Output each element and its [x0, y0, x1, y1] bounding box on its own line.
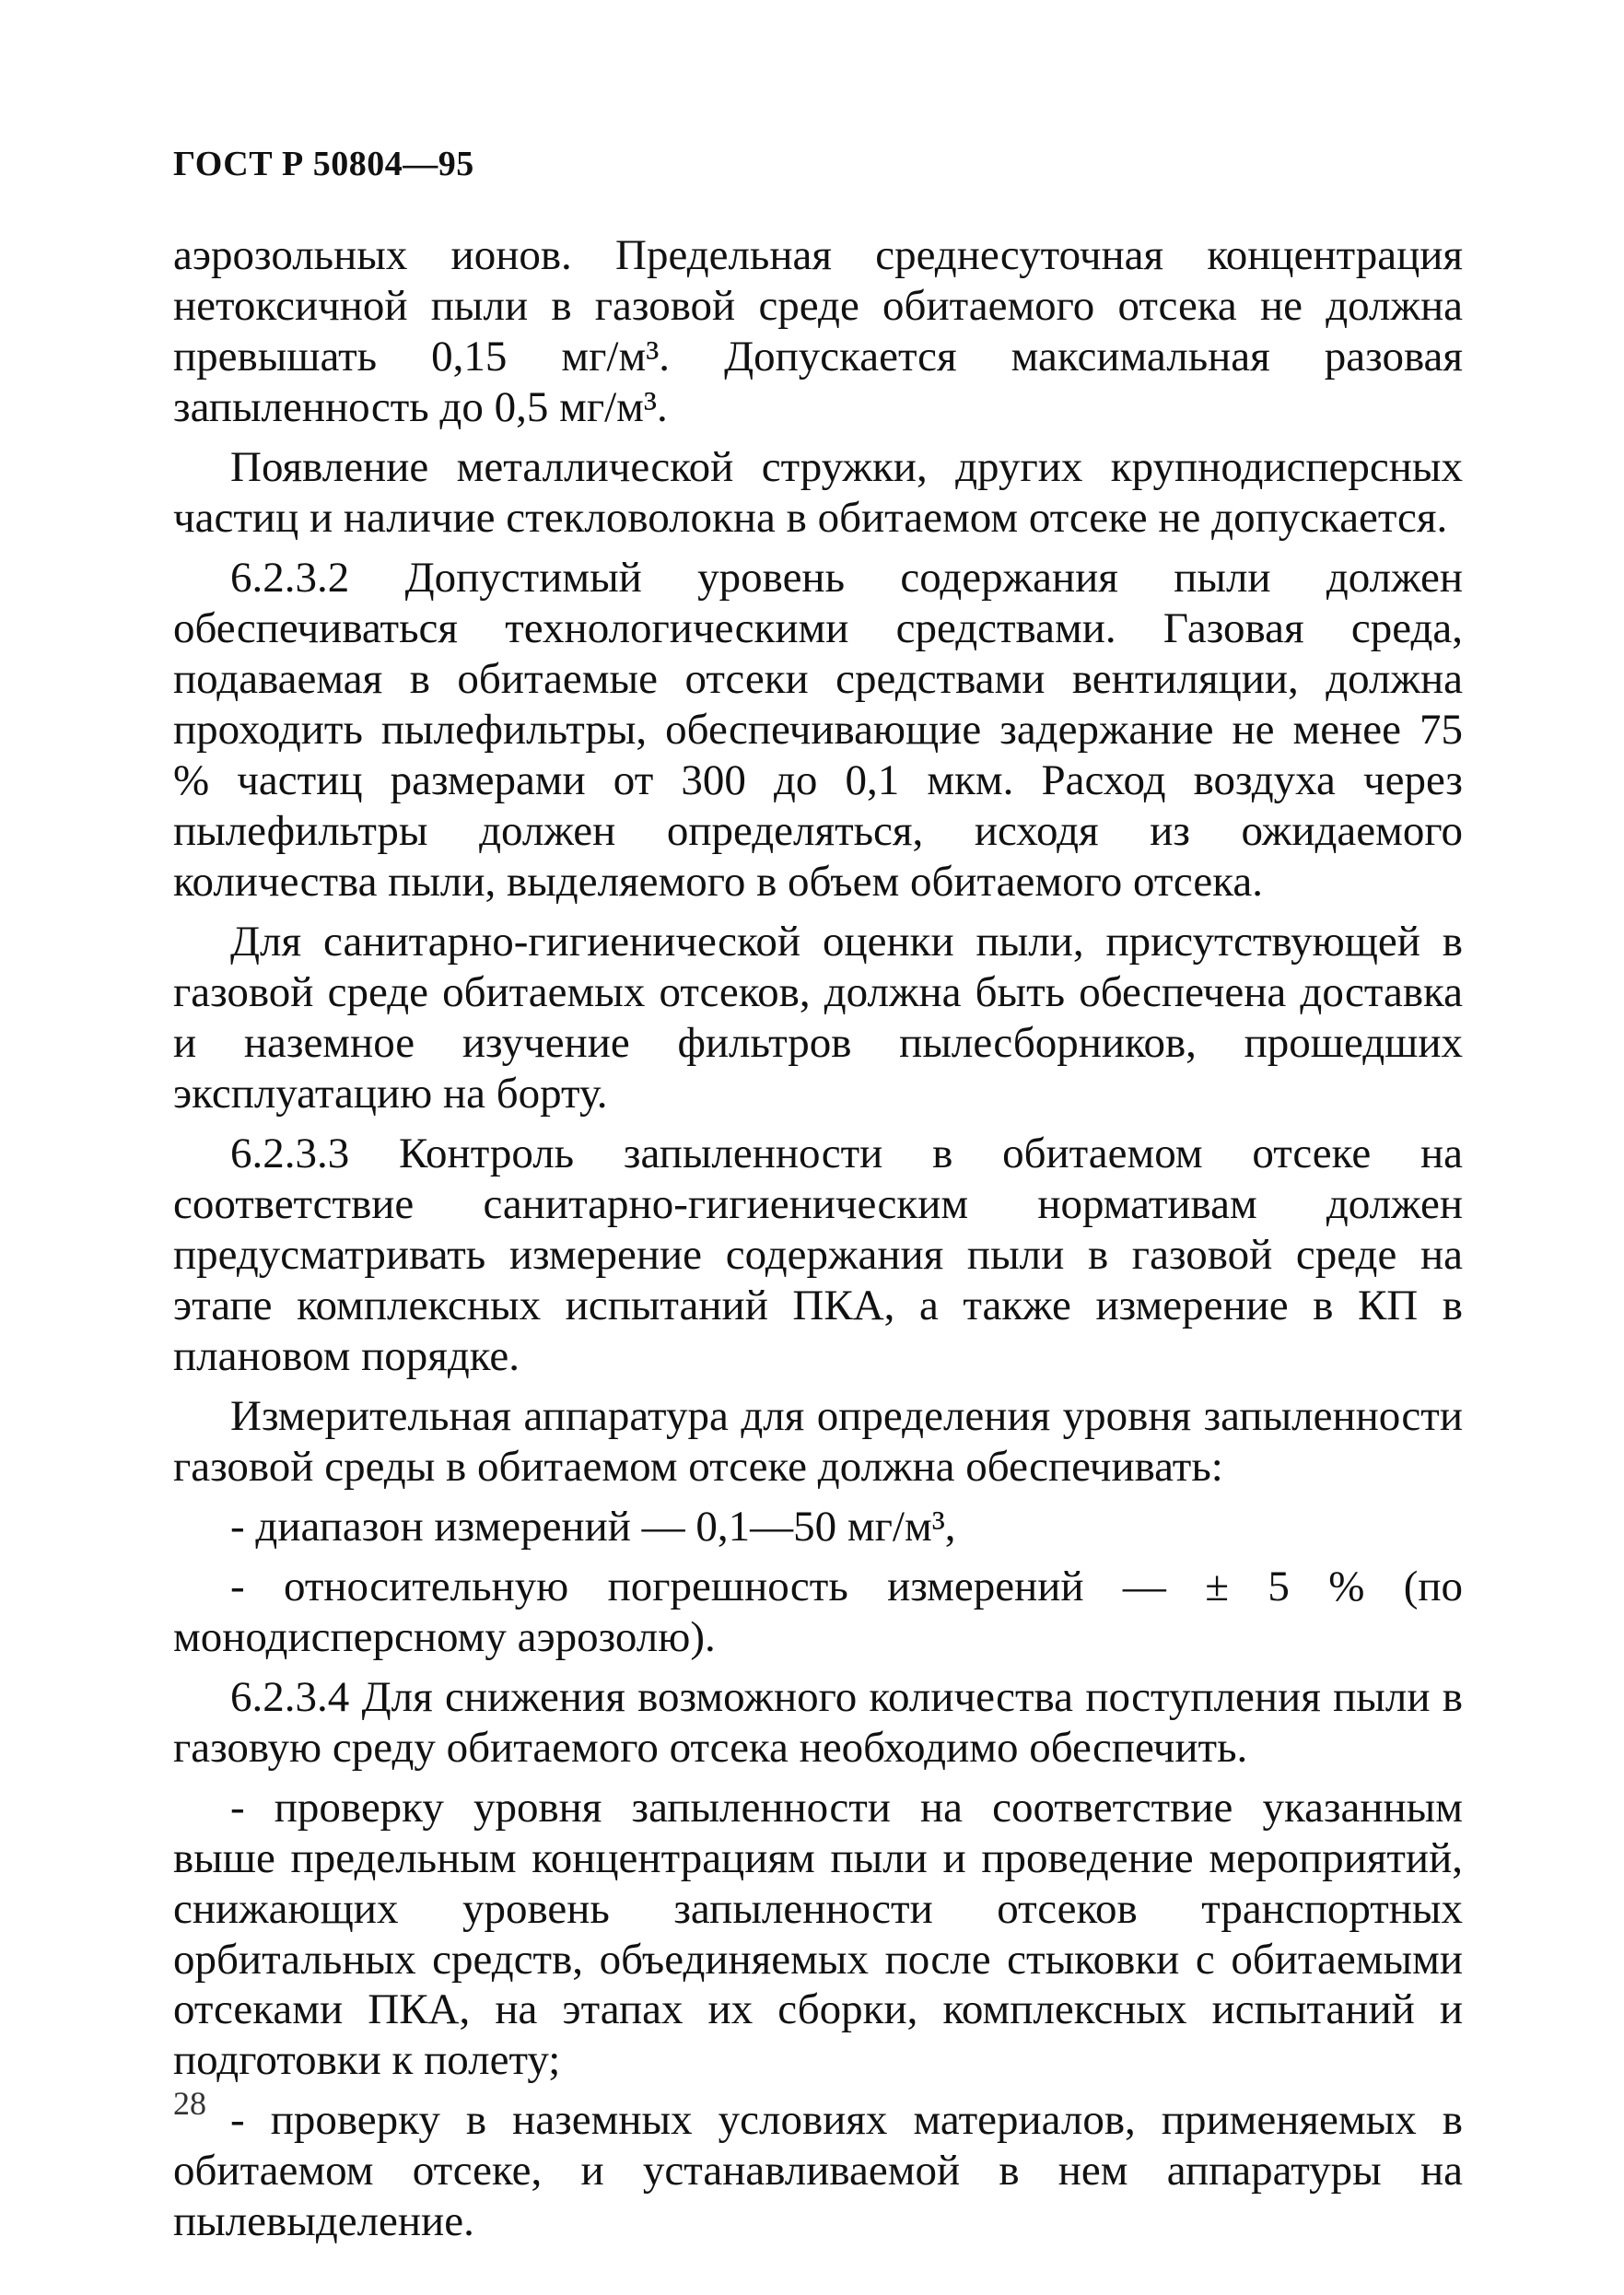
paragraph-metal-shavings: Появление металлической стружки, других крупнодисперсных частиц и наличие стекловолокна в обитаемом отсеке не допускается. [173, 442, 1463, 542]
list-item-dust-level-check: - проверку уровня запыленности на соответствие указанным выше предельным концентрациям пыли и проведение мероприятий, снижающих уровень запыленности отсеков транспортных орбитальных средств, объединяемых после стыковки с обитаемыми отсеками ПКА, на этапах их сборки, комплексных испытаний и подготовки к полету; [173, 1783, 1463, 2085]
list-item-measurement-range: - диапазон измерений — 0,1—50 мг/м³, [230, 1502, 956, 1551]
paragraph-6-2-3-3: 6.2.3.3 Контроль запыленности в обитаемом отсеке на соответствие санитарно-гигиеническим нормативам должен предусматривать измерение содержания пыли в газовой среде на этапе комплексных испытаний ПКА, а также измерение в КП в плановом порядке. [173, 1129, 1463, 1380]
paragraph-aerosol-ions: аэрозольных ионов. Предельная среднесуточная концентрация нетоксичной пыли в газовой среде обитаемого отсека не должна превышать 0,15 мг/м³. Допускается максимальная разовая запыленность до 0,5 мг/м³. [173, 231, 1463, 431]
paragraph-6-2-3-2: 6.2.3.2 Допустимый уровень содержания пыли должен обеспечиваться технологическими средствами. Газовая среда, подаваемая в обитаемые отсеки средствами вентиляции, должна проходить пылефильтры, обеспечивающие задержание не менее 75 % частиц размерами от 300 до 0,1 мкм. Расход воздуха через пылефильтры должен определяться, исходя из ожидаемого количества пыли, выделяемого в объем обитаемого отсека. [173, 553, 1463, 906]
paragraph-6-2-3-4: 6.2.3.4 Для снижения возможного количества поступления пыли в газовую среду обитаемого отсека необходимо обеспечить. [173, 1672, 1463, 1772]
document-header: ГОСТ Р 50804—95 [173, 145, 474, 183]
paragraph-sanitary-assessment: Для санитарно-гигиенической оценки пыли, присутствующей в газовой среде обитаемых отсеков, должна быть обеспечена доставка и наземное изучение фильтров пылесборников, прошедших эксплуатацию на борту. [173, 917, 1463, 1118]
document-body [173, 230, 1463, 2256]
paragraph-measuring-equipment: Измерительная аппаратура для определения уровня запыленности газовой среды в обитаемом отсеке должна обеспечивать: [173, 1391, 1463, 1491]
list-item-materials-check: - проверку в наземных условиях материалов, применяемых в обитаемом отсеке, и устанавливаемой в нем аппаратуры на пылевыделение. [173, 2096, 1463, 2246]
page-number: 28 [173, 2085, 206, 2122]
list-item-relative-error: - относительную погрешность измерений — ± 5 % (по монодисперсному аэрозолю). [173, 1562, 1463, 1661]
